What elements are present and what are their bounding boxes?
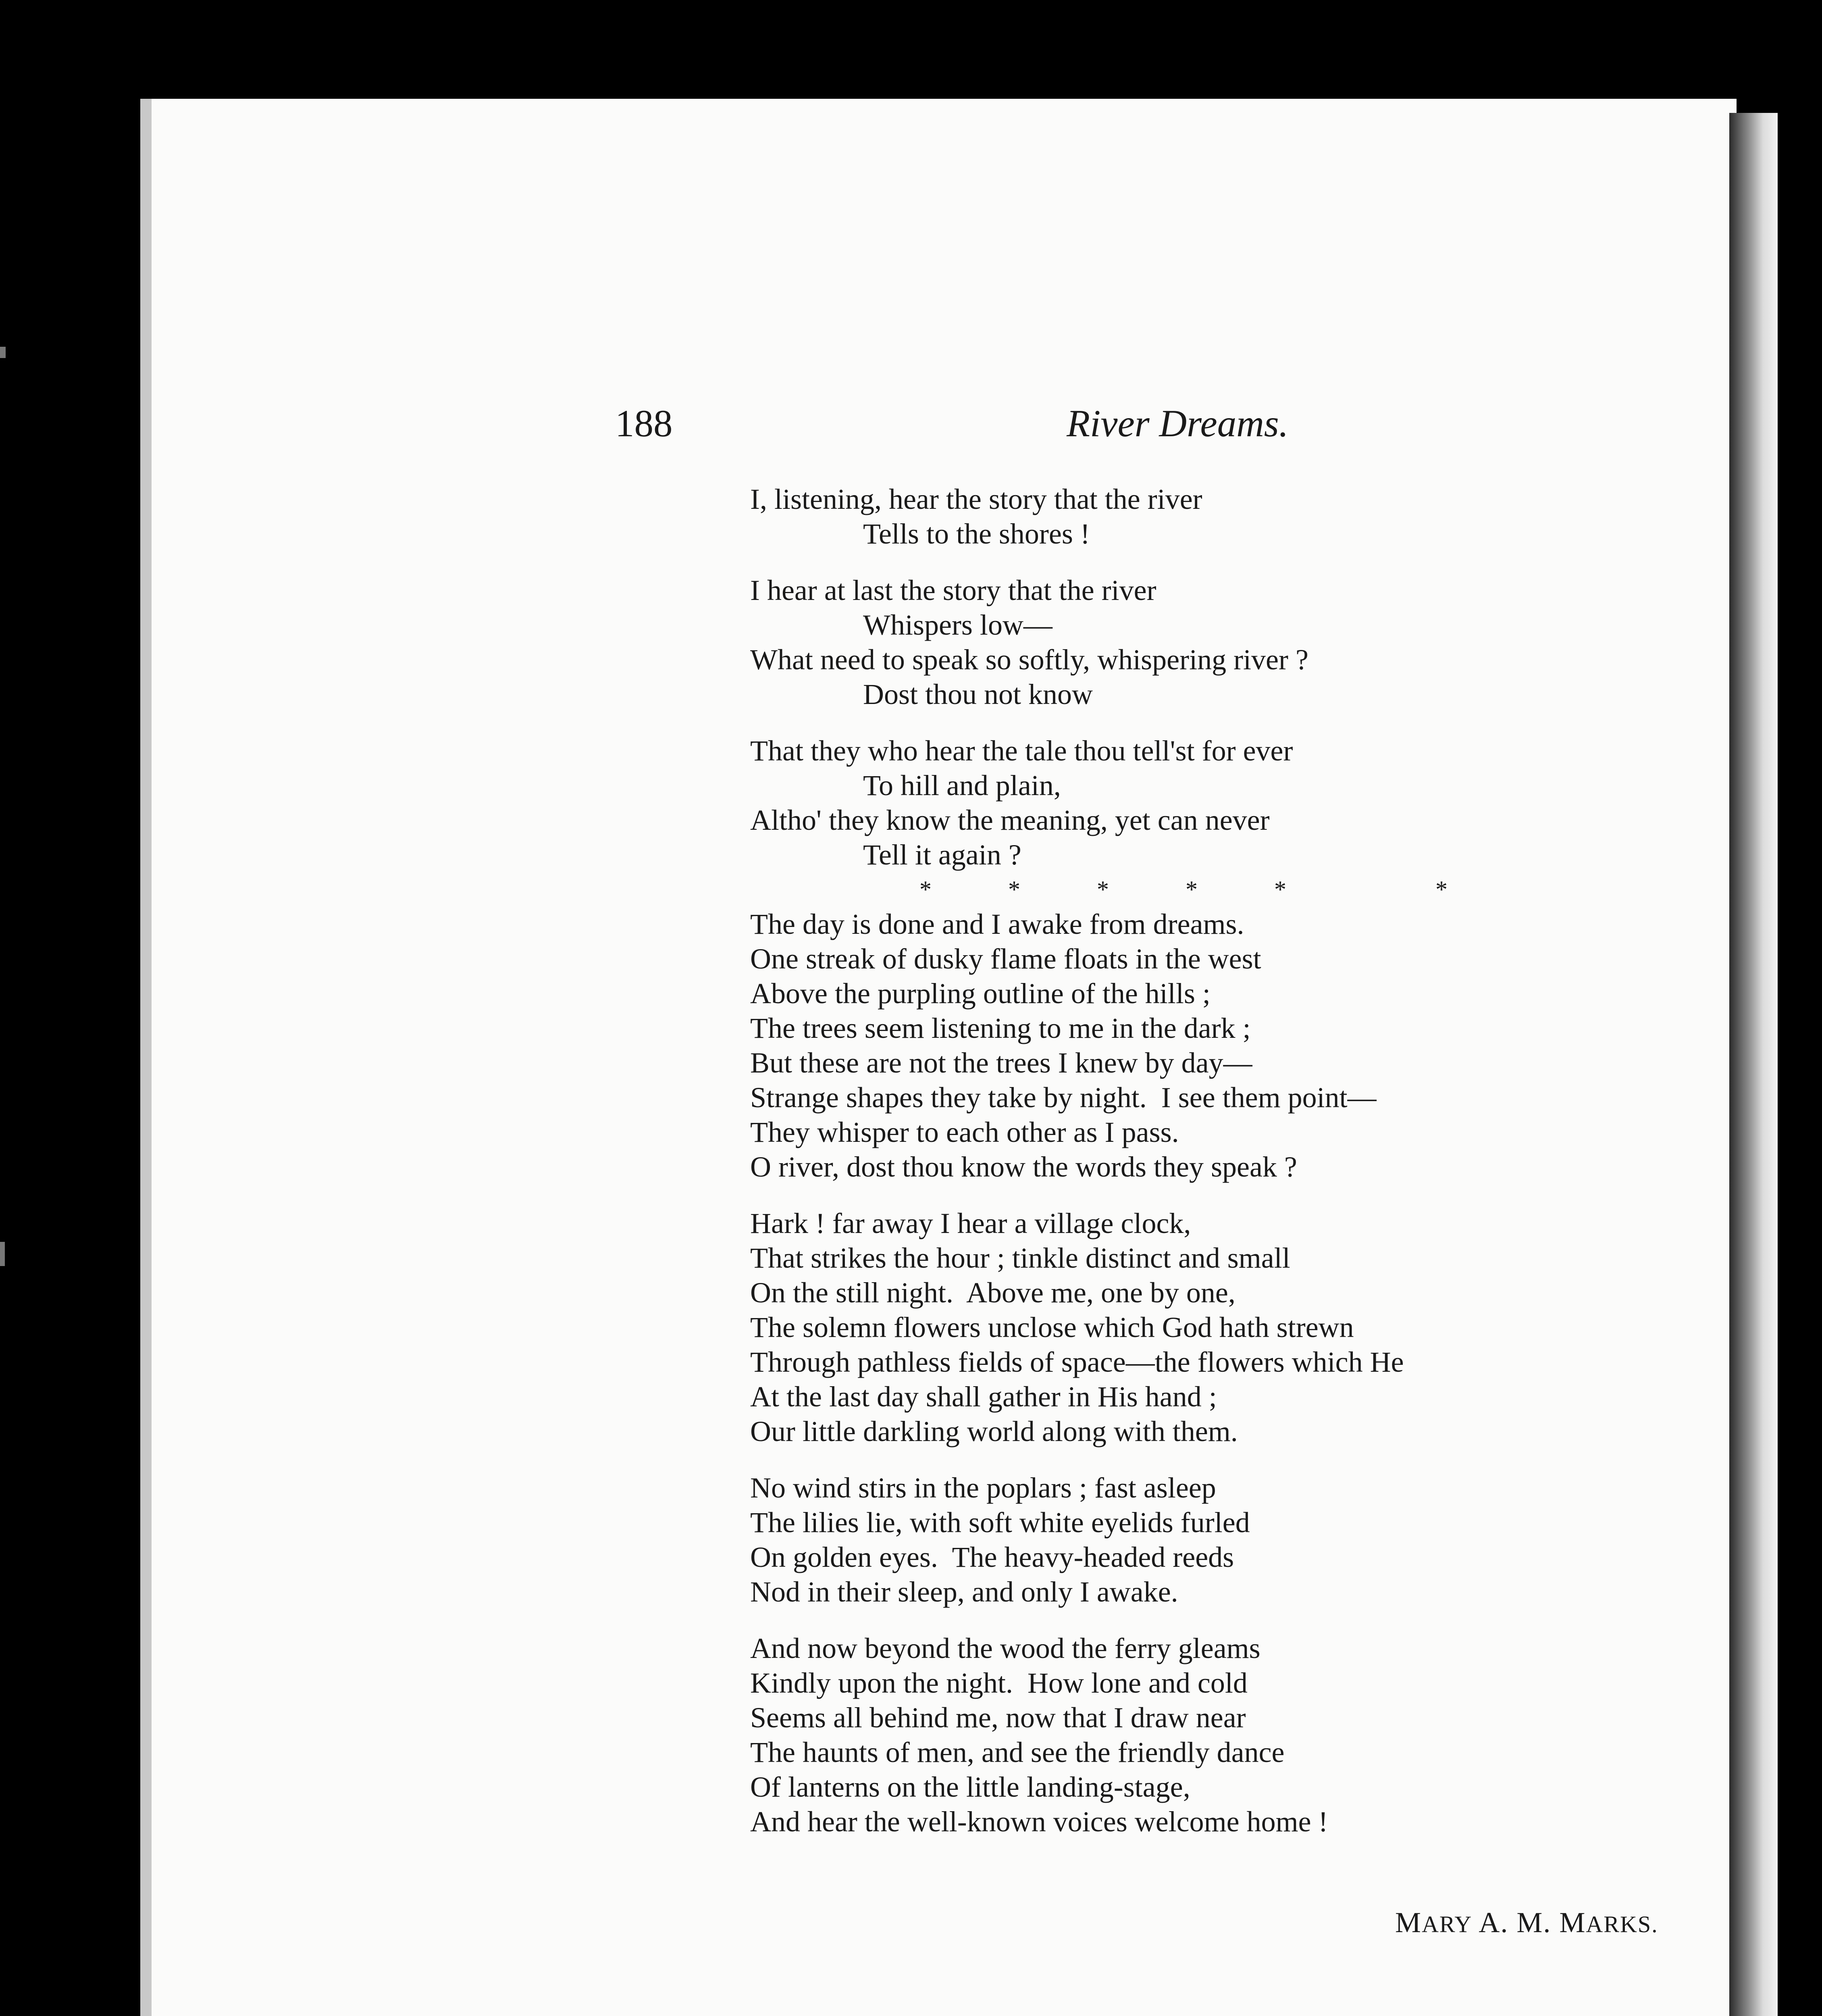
poem-line: That strikes the hour ; tinkle distinct and small [750, 1242, 1290, 1274]
asterisk-divider [750, 872, 1758, 907]
poem-line: At the last day shall gather in His hand ; [750, 1381, 1217, 1413]
asterisk: * [1097, 876, 1109, 903]
asterisk: * [1186, 876, 1198, 903]
poem-line: To hill and plain, [863, 769, 1061, 802]
poem-line: Strange shapes they take by night. I see them point— [750, 1081, 1377, 1114]
poem-body [750, 482, 1758, 1839]
book-page [140, 99, 1737, 2016]
poem-line: What need to speak so softly, whispering river ? [750, 644, 1308, 676]
poem-line: Above the purpling outline of the hills ; [750, 977, 1211, 1010]
author-initial: M [1395, 1906, 1422, 1939]
poem-line: And now beyond the wood the ferry gleams [750, 1632, 1260, 1664]
author-smallcaps: ARY [1422, 1911, 1473, 1937]
poem-line: Altho' they know the meaning, yet can never [750, 804, 1270, 836]
poem-line: The day is done and I awake from dreams. [750, 908, 1244, 940]
asterisk: * [1274, 876, 1286, 903]
poem-line: I, listening, hear the story that the river [750, 483, 1202, 515]
poem-line: Seems all behind me, now that I draw near [750, 1702, 1246, 1734]
poem-line: No wind stirs in the poplars ; fast asleep [750, 1472, 1216, 1504]
page-edge-shadow [1729, 113, 1778, 2016]
poem-line: That they who hear the tale thou tell'st for ever [750, 735, 1293, 767]
poem-line: They whisper to each other as I pass. [750, 1116, 1179, 1148]
asterisk: * [919, 876, 932, 903]
asterisk: * [1435, 876, 1448, 903]
poem-line: On the still night. Above me, one by one, [750, 1277, 1235, 1309]
poem-line: The lilies lie, with soft white eyelids furled [750, 1506, 1250, 1539]
poem-line: Kindly upon the night. How lone and cold [750, 1667, 1248, 1699]
poem-line: Hark ! far away I hear a village clock, [750, 1207, 1191, 1239]
poem-line: The haunts of men, and see the friendly dance [750, 1736, 1285, 1768]
poem-line: On golden eyes. The heavy-headed reeds [750, 1541, 1234, 1573]
scan-speck [0, 1242, 5, 1266]
poem-line: Our little darkling world along with them. [750, 1415, 1238, 1447]
poem-line: Whispers low— [863, 609, 1052, 641]
poem-line: The solemn flowers unclose which God hath strewn [750, 1311, 1354, 1343]
poem-line: Dost thou not know [863, 678, 1093, 710]
author-initial: M [1559, 1906, 1586, 1939]
author-signature [1395, 1905, 1658, 1942]
asterisk: * [1008, 876, 1020, 903]
poem-line: One streak of dusky flame floats in the west [750, 943, 1261, 975]
poem-line: Nod in their sleep, and only I awake. [750, 1576, 1178, 1608]
poem-line: Tells to the shores ! [863, 518, 1090, 550]
poem-line: Through pathless fields of space—the flowers which He [750, 1346, 1404, 1378]
page-number: 188 [615, 402, 673, 445]
scan-speck [0, 347, 6, 358]
author-smallcaps: ARKS. [1586, 1911, 1658, 1937]
poem-line: But these are not the trees I knew by day— [750, 1047, 1252, 1079]
poem-line: Tell it again ? [863, 839, 1021, 871]
running-title: River Dreams. [1067, 402, 1289, 445]
author-middle: A. M. [1472, 1906, 1560, 1939]
poem-line: O river, dost thou know the words they speak ? [750, 1151, 1297, 1183]
poem-line: I hear at last the story that the river [750, 574, 1156, 606]
poem-line: Of lanterns on the little landing-stage, [750, 1771, 1190, 1803]
poem-line: The trees seem listening to me in the dark ; [750, 1012, 1251, 1044]
poem-line: And hear the well-known voices welcome home ! [750, 1806, 1328, 1838]
